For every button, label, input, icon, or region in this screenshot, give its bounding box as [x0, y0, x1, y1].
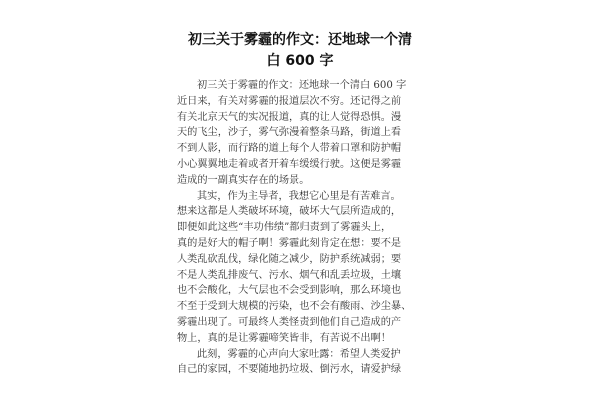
- body-line: 有关北京天气的实况报道，真的让人觉得恐惧。漫: [177, 111, 402, 123]
- title-line-1: 初三关于雾霾的作文：还地球一个清: [188, 32, 412, 48]
- body-line: 此刻，雾霾的心声向大家吐露：希望人类爱护: [197, 348, 401, 360]
- body-line: 近日来，有关对雾霾的报道层次不穷。还记得之前: [177, 95, 402, 107]
- body-line: 初三关于雾霾的作文：还地球一个清白 600 字: [197, 80, 407, 91]
- body-line: 天的飞尘，沙子，雾气弥漫着整条马路，街道上看: [177, 127, 402, 139]
- body-line: 不至于受到大规模的污染，也不会有酸雨、沙尘暴、: [177, 301, 412, 313]
- body-line: 想来这都是人类破坏环境，破坏大气层所造成的，: [177, 206, 402, 218]
- body-line: 不到人影，而行路的道上每个人带着口罩和防护帽: [177, 143, 402, 155]
- body-line: 自己的家园，不要随地扔垃圾、倒污水，请爱护绿: [177, 364, 402, 376]
- body-line: 也不会酸化，大气层也不会受到影响，那么环境也: [177, 285, 402, 297]
- body-line: 真的是好大的帽子啊！雾霾此刻肯定在想：要不是: [177, 237, 402, 249]
- body-line: 即便如此这些“丰功伟绩”都归责到了雾霾头上，: [177, 222, 392, 234]
- body-line: 其实，作为主导者，我想它心里是有苦难言。: [197, 190, 401, 202]
- body-line: 雾霾出现了。可最终人类怪责到他们自己造成的产: [177, 316, 402, 328]
- title-line-2: 白 600 字: [266, 53, 334, 69]
- body-line: 不是人类乱排废气、污水、烟气和乱丢垃圾，土壤: [177, 269, 402, 281]
- document-body: [177, 78, 423, 378]
- document-title: [150, 30, 450, 72]
- body-line: 物上，真的是让雾霾啼笑皆非，有苦说不出啊！: [177, 332, 391, 344]
- body-line: 小心翼翼地走着或者开着车缓缓行驶。这便是雾霾: [177, 158, 402, 170]
- body-line: 人类乱砍乱伐，绿化随之减少，防护系统减弱；要: [177, 253, 402, 265]
- body-line: 造成的一副真实存在的场景。: [177, 174, 310, 186]
